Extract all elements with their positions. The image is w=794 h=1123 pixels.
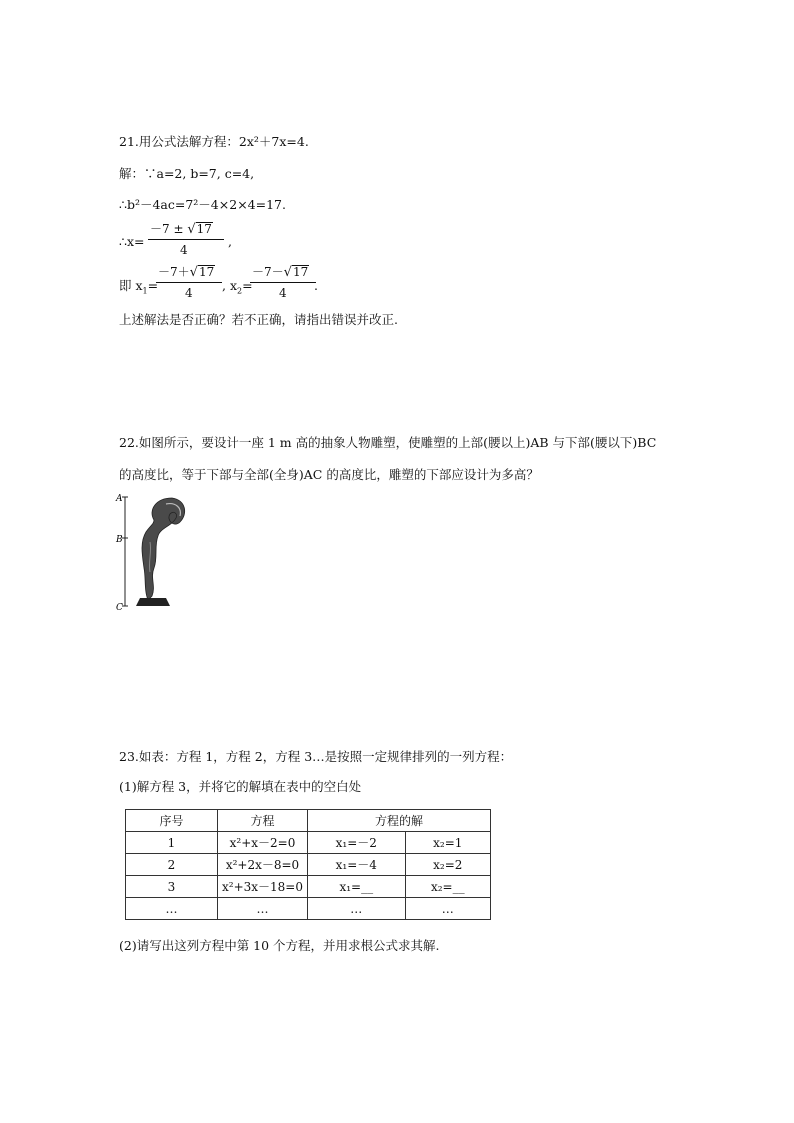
solutions-table (125, 809, 491, 920)
label-c: C (116, 603, 123, 613)
cell-equation: … (218, 898, 308, 920)
table-header-row (126, 810, 491, 832)
cell-no: 3 (126, 876, 218, 898)
label-a: A (116, 494, 123, 504)
q21-fraction-2: －7＋√17 4 (156, 263, 226, 303)
table-row (126, 876, 491, 898)
sqrt-radicand: 17 (196, 222, 212, 236)
header-equation: 方程 (218, 810, 308, 832)
cell-equation: x²+2x－8=0 (218, 854, 308, 876)
cell-x2: x₂=2 (405, 854, 490, 876)
q21-fraction-3: －7－√17 4 (250, 263, 320, 303)
q21-period: . (314, 278, 318, 293)
q21-x2: , $x_2=$ (222, 278, 253, 296)
q23-line1: 23.如表：方程 1，方程 2，方程 3…是按照一定规律排列的一列方程： (119, 749, 513, 764)
fraction-bar (250, 282, 316, 283)
q22-line1: 22.如图所示，要设计一座 1 m 高的抽象人物雕塑，使雕塑的上部(腰以上)AB 与下部(腰以下)BC (119, 435, 657, 450)
header-solution: 方程的解 (308, 810, 491, 832)
cell-equation: x²+3x－18=0 (218, 876, 308, 898)
sculpture-base (136, 598, 170, 606)
cell-no: 2 (126, 854, 218, 876)
table-row (126, 898, 491, 920)
cell-x1: x₁=－2 (308, 832, 406, 854)
cell-equation: x²+x－2=0 (218, 832, 308, 854)
fraction-bar (148, 239, 224, 240)
table-row (126, 854, 491, 876)
header-no: 序号 (126, 810, 218, 832)
cell-x1: … (308, 898, 406, 920)
q23-line3: (2)请写出这列方程中第 10 个方程，并用求根公式求其解. (119, 938, 440, 953)
q21-comma: , (228, 234, 232, 249)
q21-title: 21.用公式法解方程：2x²＋7x=4. (119, 134, 309, 149)
cell-no: 1 (126, 832, 218, 854)
label-b: B (116, 535, 123, 545)
sculpture-figure (114, 492, 194, 614)
sqrt-icon: √ (189, 265, 198, 280)
q21-fraction-1 (148, 220, 228, 260)
fraction-bar (156, 282, 222, 283)
q21-ji: 即 $x_1=$ (119, 278, 159, 296)
q21-x-prefix: ∴x= (119, 234, 145, 249)
sculpture-body (142, 498, 185, 600)
cell-no: … (126, 898, 218, 920)
q23-line2: (1)解方程 3，并将它的解填在表中的空白处 (119, 779, 362, 794)
q21-line2: ∴b²－4ac=7²－4×2×4=17. (119, 197, 286, 212)
q22-line2: 的高度比，等于下部与全部(全身)AC 的高度比，雕塑的下部应设计为多高？ (119, 467, 539, 482)
sqrt-icon: √ (283, 265, 292, 280)
cell-x2: … (405, 898, 490, 920)
table-row (126, 832, 491, 854)
cell-x1: x₁=－4 (308, 854, 406, 876)
cell-x2: x₂=__ (405, 876, 490, 898)
fraction-denominator: 4 (180, 243, 188, 257)
q21-line1: 解：∵a=2, b=7, c=4, (119, 166, 255, 181)
cell-x1: x₁=__ (308, 876, 406, 898)
fraction-numerator: －7 ± (150, 222, 188, 236)
q21-question: 上述解法是否正确？若不正确，请指出错误并改正. (119, 312, 398, 327)
sqrt-icon: √ (187, 222, 196, 237)
cell-x2: x₂=1 (405, 832, 490, 854)
